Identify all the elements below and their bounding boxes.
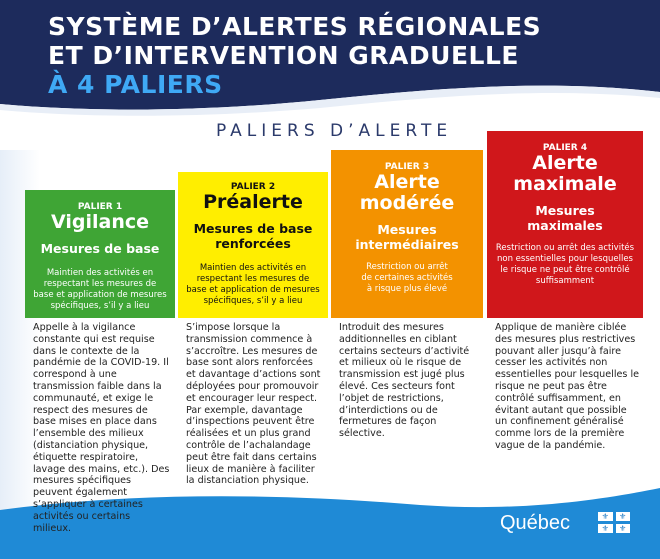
level-name: Vigilance bbox=[50, 211, 149, 233]
level-2 bbox=[178, 172, 328, 318]
level-label: PALIER 4 bbox=[542, 143, 588, 153]
level-1-header bbox=[25, 190, 175, 318]
level-desc: Restriction ou arrêt des activités non essentielles pour lesquelles le risque ne peut être contrôlé suffisamment bbox=[495, 243, 635, 286]
level-4 bbox=[487, 131, 643, 318]
level-desc: Maintien des activités en respectant les mesures de base et application de mesures spécifiques, s’il y a lieu bbox=[33, 268, 167, 311]
level-2-body: S’impose lorsque la transmission commence à s’accroître. Les mesures de base sont alors renforcées et davantage d’actions sont déployées pour promouvoir et encourager leur respect. Par exemple, davantage d’inspections peuvent être réalisées et un plus grand contrôle de l’achalandage peut être fait dans certains lieux de manière à faciliter la distanciation physique. bbox=[186, 322, 321, 487]
level-3-body: Introduit des mesures additionnelles en ciblant certains secteurs d’activité et milieux où le risque de transmission est jugé plus élevé. Ces secteurs font l’objet de restrictions, d’interdictions ou de fermetures de façon sélective. bbox=[339, 322, 470, 440]
section-subtitle: PALIERS D’ALERTE bbox=[216, 121, 453, 141]
level-desc: Restriction ou arrêt de certaines activités à risque plus élevé bbox=[361, 262, 453, 294]
fleur-de-lis-flag-icon: ⚜ ⚜ ⚜ ⚜ bbox=[598, 512, 630, 533]
level-measures: Mesures intermédiaires bbox=[355, 222, 459, 252]
level-4-header bbox=[487, 131, 643, 318]
level-1 bbox=[25, 190, 175, 318]
level-4-body: Applique de manière ciblée des mesures plus restrictives pouvant aller jusqu’à faire cesser les activités non essentielles pour lesquelles le risque ne peut pas être contrôlé suffisamment, en évitant autant que possible un confinement généralisé comme lors de la première vague de la pandémie. bbox=[495, 322, 640, 451]
level-measures: Mesures de base renforcées bbox=[193, 221, 313, 251]
title-line-1: SYSTÈME D’ALERTES RÉGIONALES bbox=[48, 12, 542, 41]
level-2-header bbox=[178, 172, 328, 318]
title-line-2: ET D’INTERVENTION GRADUELLE bbox=[48, 41, 519, 70]
level-name: Alerte maximale bbox=[513, 152, 617, 195]
level-measures: Mesures maximales bbox=[527, 203, 603, 233]
level-label: PALIER 3 bbox=[384, 162, 430, 172]
level-label: PALIER 2 bbox=[230, 182, 276, 192]
level-1-body: Appelle à la vigilance constante qui est requise dans le contexte de la pandémie de la COVID-19. Il correspond à une transmission faible dans la communauté, et exige le respect des mesures de base mises en place dans l’ensemble des milieux (distanciation physique, étiquette respiratoire, lavage des mains, etc.). Des mesures spécifiques peuvent également s’appliquer à certaines activités ou certains milieux. bbox=[33, 322, 170, 534]
page-title bbox=[48, 12, 541, 99]
level-name: Alerte modérée bbox=[359, 171, 455, 214]
level-3 bbox=[331, 150, 483, 318]
level-measures: Mesures de base bbox=[40, 241, 160, 256]
title-line-3: À 4 PALIERS bbox=[48, 70, 223, 99]
level-3-header bbox=[331, 150, 483, 318]
quebec-logo: Québec bbox=[500, 512, 571, 534]
level-label: PALIER 1 bbox=[77, 202, 123, 212]
level-name: Préalerte bbox=[203, 191, 303, 213]
level-desc: Maintien des activités en respectant les mesures de base et application de mesures spécifiques, s’il y a lieu bbox=[186, 263, 320, 306]
